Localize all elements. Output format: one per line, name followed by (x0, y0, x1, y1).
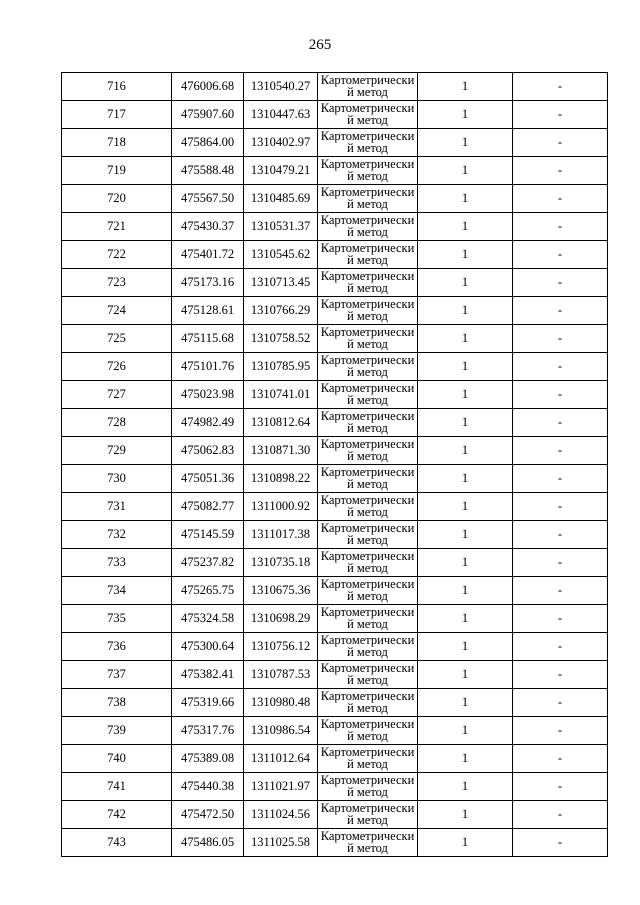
method-cell (318, 381, 418, 409)
point-number-cell: 736 (62, 633, 172, 661)
accuracy-cell: 1 (418, 549, 513, 577)
description-cell: - (513, 549, 608, 577)
table-row (62, 157, 608, 185)
method-line-1: Картометрически (320, 241, 415, 255)
method-line-2: й метод (347, 365, 388, 379)
method-line-1: Картометрически (320, 773, 415, 787)
method-line-1: Картометрически (320, 745, 415, 759)
point-number-cell: 728 (62, 409, 172, 437)
method-line-2: й метод (347, 701, 388, 715)
accuracy-cell: 1 (418, 381, 513, 409)
x-coordinate-cell: 475588.48 (172, 157, 244, 185)
accuracy-cell: 1 (418, 521, 513, 549)
method-line-2: й метод (347, 477, 388, 491)
description-cell: - (513, 325, 608, 353)
y-coordinate-cell: 1310756.12 (244, 633, 318, 661)
table-row (62, 521, 608, 549)
accuracy-cell: 1 (418, 689, 513, 717)
x-coordinate-cell: 475082.77 (172, 493, 244, 521)
x-coordinate-cell: 475324.58 (172, 605, 244, 633)
method-line-1: Картометрически (320, 605, 415, 619)
method-cell (318, 577, 418, 605)
point-number-cell: 726 (62, 353, 172, 381)
page-number: 265 (308, 37, 332, 53)
method-line-2: й метод (347, 757, 388, 771)
accuracy-cell: 1 (418, 437, 513, 465)
method-line-1: Картометрически (320, 577, 415, 591)
x-coordinate-cell: 475907.60 (172, 101, 244, 129)
table-row (62, 577, 608, 605)
point-number-cell: 734 (62, 577, 172, 605)
method-line-2: й метод (347, 421, 388, 435)
y-coordinate-cell: 1310485.69 (244, 185, 318, 213)
description-cell: - (513, 661, 608, 689)
method-line-2: й метод (347, 337, 388, 351)
method-cell (318, 185, 418, 213)
x-coordinate-cell: 475145.59 (172, 521, 244, 549)
description-cell: - (513, 381, 608, 409)
y-coordinate-cell: 1310447.63 (244, 101, 318, 129)
accuracy-cell: 1 (418, 605, 513, 633)
x-coordinate-cell: 475173.16 (172, 269, 244, 297)
description-cell: - (513, 465, 608, 493)
method-line-1: Картометрически (320, 549, 415, 563)
point-number-cell: 723 (62, 269, 172, 297)
table-row (62, 185, 608, 213)
table-row (62, 493, 608, 521)
description-cell: - (513, 157, 608, 185)
point-number-cell: 741 (62, 773, 172, 801)
description-cell: - (513, 409, 608, 437)
table-row (62, 353, 608, 381)
x-coordinate-cell: 475101.76 (172, 353, 244, 381)
method-cell (318, 129, 418, 157)
description-cell: - (513, 577, 608, 605)
method-cell (318, 241, 418, 269)
accuracy-cell: 1 (418, 493, 513, 521)
accuracy-cell: 1 (418, 773, 513, 801)
method-line-1: Картометрически (320, 297, 415, 311)
y-coordinate-cell: 1310785.95 (244, 353, 318, 381)
table-row (62, 633, 608, 661)
point-number-cell: 742 (62, 801, 172, 829)
y-coordinate-cell: 1310698.29 (244, 605, 318, 633)
method-cell (318, 689, 418, 717)
method-cell (318, 409, 418, 437)
method-line-1: Картометрически (320, 829, 415, 843)
description-cell: - (513, 689, 608, 717)
accuracy-cell: 1 (418, 185, 513, 213)
point-number-cell: 739 (62, 717, 172, 745)
y-coordinate-cell: 1310787.53 (244, 661, 318, 689)
table-row (62, 213, 608, 241)
y-coordinate-cell: 1310980.48 (244, 689, 318, 717)
table-row (62, 773, 608, 801)
table-row (62, 437, 608, 465)
method-line-1: Картометрически (320, 325, 415, 339)
table-row (62, 241, 608, 269)
x-coordinate-cell: 474982.49 (172, 409, 244, 437)
x-coordinate-cell: 475317.76 (172, 717, 244, 745)
method-line-2: й метод (347, 225, 388, 239)
method-line-2: й метод (347, 113, 388, 127)
table-row (62, 605, 608, 633)
accuracy-cell: 1 (418, 409, 513, 437)
y-coordinate-cell: 1311012.64 (244, 745, 318, 773)
point-number-cell: 731 (62, 493, 172, 521)
method-line-2: й метод (347, 533, 388, 547)
point-number-cell: 738 (62, 689, 172, 717)
description-cell: - (513, 633, 608, 661)
method-line-2: й метод (347, 505, 388, 519)
y-coordinate-cell: 1310986.54 (244, 717, 318, 745)
point-number-cell: 725 (62, 325, 172, 353)
point-number-cell: 732 (62, 521, 172, 549)
description-cell: - (513, 101, 608, 129)
method-cell (318, 325, 418, 353)
method-line-2: й метод (347, 309, 388, 323)
accuracy-cell: 1 (418, 101, 513, 129)
table-row (62, 661, 608, 689)
point-number-cell: 720 (62, 185, 172, 213)
method-cell (318, 493, 418, 521)
method-cell (318, 269, 418, 297)
method-line-1: Картометрически (320, 129, 415, 143)
table-row (62, 717, 608, 745)
method-cell (318, 829, 418, 857)
method-cell (318, 717, 418, 745)
coordinates-table-body (62, 73, 608, 857)
table-row (62, 129, 608, 157)
y-coordinate-cell: 1311017.38 (244, 521, 318, 549)
method-line-1: Картометрически (320, 717, 415, 731)
point-number-cell: 733 (62, 549, 172, 577)
x-coordinate-cell: 475237.82 (172, 549, 244, 577)
table-row (62, 269, 608, 297)
coordinates-table (61, 72, 608, 857)
method-line-1: Картометрически (320, 353, 415, 367)
description-cell: - (513, 241, 608, 269)
y-coordinate-cell: 1310479.21 (244, 157, 318, 185)
x-coordinate-cell: 475115.68 (172, 325, 244, 353)
description-cell: - (513, 437, 608, 465)
accuracy-cell: 1 (418, 73, 513, 101)
accuracy-cell: 1 (418, 661, 513, 689)
accuracy-cell: 1 (418, 577, 513, 605)
y-coordinate-cell: 1310402.97 (244, 129, 318, 157)
x-coordinate-cell: 475486.05 (172, 829, 244, 857)
accuracy-cell: 1 (418, 717, 513, 745)
method-line-2: й метод (347, 169, 388, 183)
method-line-1: Картометрически (320, 689, 415, 703)
description-cell: - (513, 297, 608, 325)
y-coordinate-cell: 1310540.27 (244, 73, 318, 101)
description-cell: - (513, 801, 608, 829)
table-row (62, 101, 608, 129)
description-cell: - (513, 717, 608, 745)
y-coordinate-cell: 1310713.45 (244, 269, 318, 297)
table-row (62, 549, 608, 577)
method-line-1: Картометрически (320, 157, 415, 171)
accuracy-cell: 1 (418, 269, 513, 297)
description-cell: - (513, 605, 608, 633)
y-coordinate-cell: 1310812.64 (244, 409, 318, 437)
method-cell (318, 661, 418, 689)
description-cell: - (513, 521, 608, 549)
method-line-2: й метод (347, 841, 388, 855)
accuracy-cell: 1 (418, 801, 513, 829)
y-coordinate-cell: 1310531.37 (244, 213, 318, 241)
method-line-1: Картометрически (320, 213, 415, 227)
method-line-2: й метод (347, 617, 388, 631)
x-coordinate-cell: 475440.38 (172, 773, 244, 801)
method-line-2: й метод (347, 197, 388, 211)
method-cell (318, 465, 418, 493)
description-cell: - (513, 829, 608, 857)
accuracy-cell: 1 (418, 325, 513, 353)
y-coordinate-cell: 1310735.18 (244, 549, 318, 577)
y-coordinate-cell: 1311021.97 (244, 773, 318, 801)
method-cell (318, 549, 418, 577)
method-cell (318, 213, 418, 241)
method-line-2: й метод (347, 141, 388, 155)
method-cell (318, 633, 418, 661)
description-cell: - (513, 493, 608, 521)
method-line-1: Картометрически (320, 73, 415, 87)
method-cell (318, 353, 418, 381)
accuracy-cell: 1 (418, 297, 513, 325)
method-cell (318, 101, 418, 129)
accuracy-cell: 1 (418, 213, 513, 241)
method-line-1: Картометрически (320, 801, 415, 815)
y-coordinate-cell: 1310871.30 (244, 437, 318, 465)
method-cell (318, 157, 418, 185)
point-number-cell: 716 (62, 73, 172, 101)
table-row (62, 801, 608, 829)
method-line-2: й метод (347, 393, 388, 407)
table-row (62, 325, 608, 353)
method-line-1: Картометрически (320, 437, 415, 451)
y-coordinate-cell: 1311024.56 (244, 801, 318, 829)
point-number-cell: 727 (62, 381, 172, 409)
x-coordinate-cell: 475062.83 (172, 437, 244, 465)
method-cell (318, 801, 418, 829)
y-coordinate-cell: 1311000.92 (244, 493, 318, 521)
method-line-2: й метод (347, 85, 388, 99)
method-cell (318, 297, 418, 325)
point-number-cell: 740 (62, 745, 172, 773)
method-line-1: Картометрически (320, 409, 415, 423)
point-number-cell: 730 (62, 465, 172, 493)
method-cell (318, 605, 418, 633)
description-cell: - (513, 773, 608, 801)
x-coordinate-cell: 475300.64 (172, 633, 244, 661)
point-number-cell: 719 (62, 157, 172, 185)
x-coordinate-cell: 475051.36 (172, 465, 244, 493)
accuracy-cell: 1 (418, 745, 513, 773)
y-coordinate-cell: 1310766.29 (244, 297, 318, 325)
y-coordinate-cell: 1310675.36 (244, 577, 318, 605)
method-line-1: Картометрически (320, 101, 415, 115)
x-coordinate-cell: 475265.75 (172, 577, 244, 605)
x-coordinate-cell: 475389.08 (172, 745, 244, 773)
point-number-cell: 735 (62, 605, 172, 633)
method-cell (318, 521, 418, 549)
point-number-cell: 717 (62, 101, 172, 129)
method-line-2: й метод (347, 281, 388, 295)
y-coordinate-cell: 1310898.22 (244, 465, 318, 493)
method-line-2: й метод (347, 813, 388, 827)
table-row (62, 381, 608, 409)
description-cell: - (513, 745, 608, 773)
method-line-2: й метод (347, 561, 388, 575)
point-number-cell: 743 (62, 829, 172, 857)
accuracy-cell: 1 (418, 465, 513, 493)
method-cell (318, 73, 418, 101)
description-cell: - (513, 269, 608, 297)
method-line-1: Картометрически (320, 493, 415, 507)
table-row (62, 465, 608, 493)
point-number-cell: 737 (62, 661, 172, 689)
point-number-cell: 718 (62, 129, 172, 157)
x-coordinate-cell: 475472.50 (172, 801, 244, 829)
accuracy-cell: 1 (418, 829, 513, 857)
y-coordinate-cell: 1311025.58 (244, 829, 318, 857)
accuracy-cell: 1 (418, 157, 513, 185)
method-line-2: й метод (347, 673, 388, 687)
x-coordinate-cell: 475128.61 (172, 297, 244, 325)
x-coordinate-cell: 475401.72 (172, 241, 244, 269)
point-number-cell: 722 (62, 241, 172, 269)
description-cell: - (513, 213, 608, 241)
method-cell (318, 437, 418, 465)
method-line-1: Картометрически (320, 661, 415, 675)
description-cell: - (513, 129, 608, 157)
accuracy-cell: 1 (418, 129, 513, 157)
method-line-2: й метод (347, 253, 388, 267)
table-row (62, 73, 608, 101)
table-row (62, 745, 608, 773)
table-row (62, 829, 608, 857)
method-line-1: Картометрически (320, 633, 415, 647)
table-row (62, 689, 608, 717)
method-cell (318, 773, 418, 801)
y-coordinate-cell: 1310741.01 (244, 381, 318, 409)
x-coordinate-cell: 475023.98 (172, 381, 244, 409)
y-coordinate-cell: 1310758.52 (244, 325, 318, 353)
description-cell: - (513, 73, 608, 101)
x-coordinate-cell: 475382.41 (172, 661, 244, 689)
description-cell: - (513, 185, 608, 213)
method-line-2: й метод (347, 785, 388, 799)
method-line-1: Картометрически (320, 185, 415, 199)
method-line-2: й метод (347, 449, 388, 463)
method-line-1: Картометрически (320, 465, 415, 479)
table-row (62, 297, 608, 325)
method-line-1: Картометрически (320, 521, 415, 535)
method-line-1: Картометрически (320, 381, 415, 395)
point-number-cell: 729 (62, 437, 172, 465)
x-coordinate-cell: 475430.37 (172, 213, 244, 241)
description-cell: - (513, 353, 608, 381)
point-number-cell: 724 (62, 297, 172, 325)
x-coordinate-cell: 475567.50 (172, 185, 244, 213)
method-cell (318, 745, 418, 773)
x-coordinate-cell: 475864.00 (172, 129, 244, 157)
table-row (62, 409, 608, 437)
x-coordinate-cell: 475319.66 (172, 689, 244, 717)
accuracy-cell: 1 (418, 241, 513, 269)
accuracy-cell: 1 (418, 633, 513, 661)
accuracy-cell: 1 (418, 353, 513, 381)
method-line-1: Картометрически (320, 269, 415, 283)
x-coordinate-cell: 476006.68 (172, 73, 244, 101)
y-coordinate-cell: 1310545.62 (244, 241, 318, 269)
point-number-cell: 721 (62, 213, 172, 241)
method-line-2: й метод (347, 589, 388, 603)
method-line-2: й метод (347, 729, 388, 743)
method-line-2: й метод (347, 645, 388, 659)
